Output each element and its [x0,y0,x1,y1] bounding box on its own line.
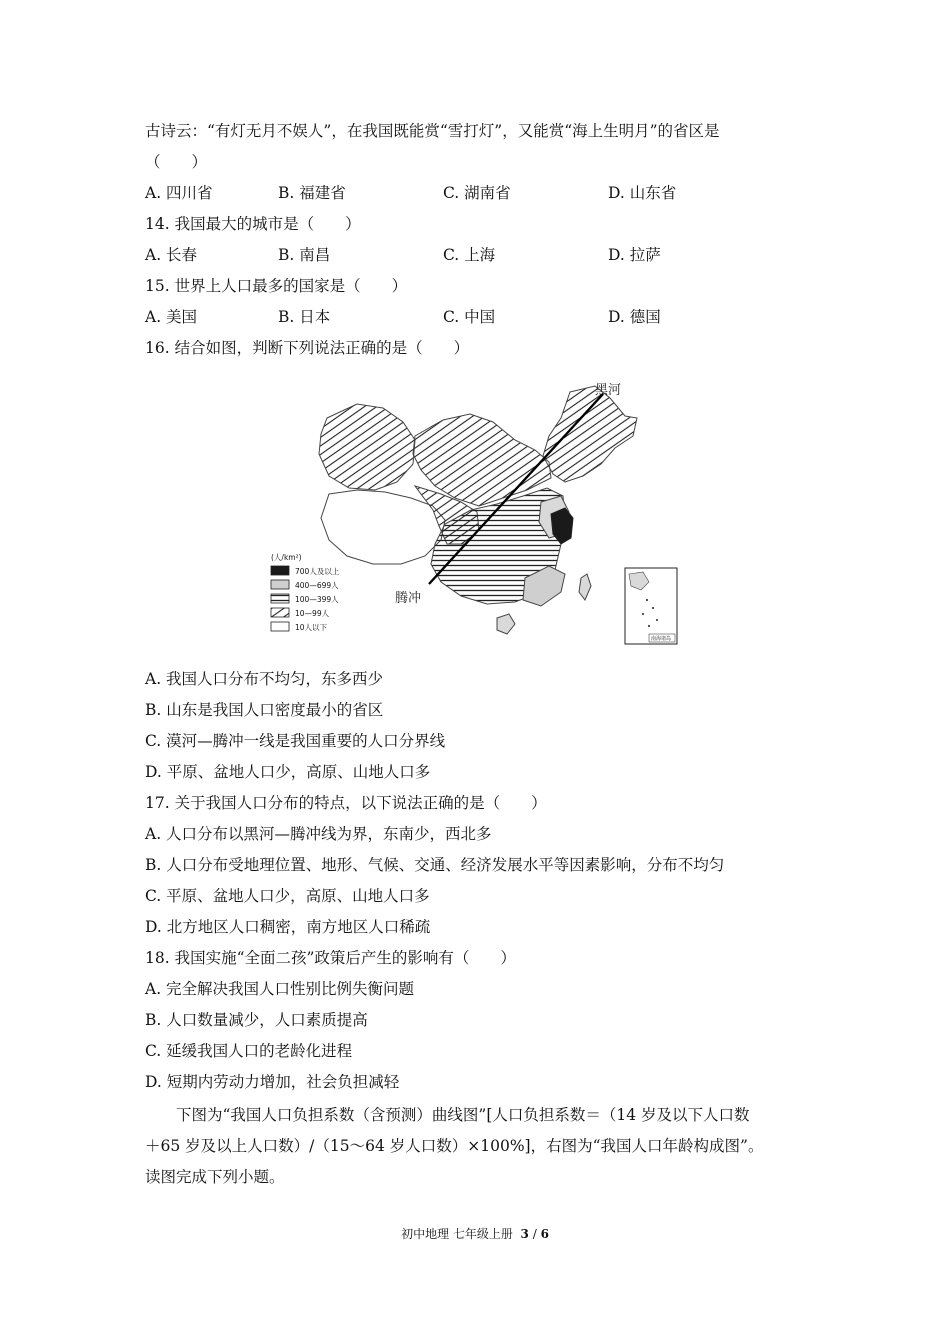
q13-answer-paren: （ ） [145,153,208,171]
q18-option-b: B. 人口数量减少，人口素质提高 [145,1011,368,1029]
page-footer [0,1226,950,1242]
q18-option-c: C. 延缓我国人口的老龄化进程 [145,1042,353,1060]
q13-option-c: C. 湖南省 [443,184,511,202]
q14-stem: 14. 我国最大的城市是（ ） [145,215,361,233]
intro-line-3: 读图完成下列小题。 [145,1168,285,1186]
legend-item-4: 10人以下 [295,623,328,632]
q15-option-b: B. 日本 [278,308,331,326]
q15-option-c: C. 中国 [443,308,496,326]
footer-page: 3 [520,1227,529,1241]
q17-option-c: C. 平原、盆地人口少，高原、山地人口多 [145,887,430,905]
label-heihe: 黑河 [595,383,622,398]
q14-options [145,245,845,265]
q13-options [145,183,845,203]
map-region-northeast [543,386,637,482]
legend-item-0: 700人及以上 [295,567,340,576]
legend-swatch-0 [271,566,289,575]
map-region-xinjiang [319,404,415,490]
q18-option-d: D. 短期内劳动力增加，社会负担减轻 [145,1073,400,1091]
intro-line-1: 下图为“我国人口负担系数（含预测）曲线图”[人口负担系数＝（14 岁及以下人口数 [145,1106,750,1124]
legend-item-1: 400—699人 [295,581,339,590]
legend-swatch-2 [271,594,289,603]
q13-stem: 古诗云：“有灯无月不娱人”，在我国既能赏“雪打灯”，又能赏“海上生明月”的省区是 [145,122,720,140]
q16-option-a: A. 我国人口分布不均匀，东多西少 [145,670,384,688]
legend-swatch-3 [271,608,289,617]
q14-option-d: D. 拉萨 [608,246,661,264]
q17-stem: 17. 关于我国人口分布的特点，以下说法正确的是（ ） [145,794,547,812]
q17-option-a: A. 人口分布以黑河—腾冲线为界，东南少，西北多 [145,825,492,843]
q13-option-b: B. 福建省 [278,184,346,202]
q15-stem: 15. 世界上人口最多的国家是（ ） [145,277,408,295]
q14-option-a: A. 长春 [145,246,198,264]
q17-option-d: D. 北方地区人口稠密，南方地区人口稀疏 [145,918,431,936]
q16-option-b: B. 山东是我国人口密度最小的省区 [145,701,384,719]
footer-course: 初中地理 七年级上册 [401,1227,513,1241]
inset-label: 南海诸岛 [651,636,672,642]
legend-item-3: 10—99人 [295,609,330,618]
q15-option-d: D. 德国 [608,308,661,326]
q14-option-b: B. 南昌 [278,246,331,264]
q18-stem: 18. 我国实施“全面二孩”政策后产生的影响有（ ） [145,949,516,967]
q18-option-a: A. 完全解决我国人口性别比例失衡问题 [145,980,415,998]
legend-swatch-4 [271,622,289,631]
q15-options [145,307,845,327]
q16-stem: 16. 结合如图，判断下列说法正确的是（ ） [145,339,470,357]
legend-unit: (人/km²) [271,553,302,562]
legend-item-2: 100—399人 [295,595,339,604]
q13-option-d: D. 山东省 [608,184,677,202]
q16-option-c: C. 漠河—腾冲一线是我国重要的人口分界线 [145,732,446,750]
map-region-hainan [497,614,515,634]
label-tengchong: 腾冲 [395,591,422,606]
intro-line-2: ＋65 岁及以上人口数）/（15～64 岁人口数）×100%]，右图为“我国人口年龄构成图”。 [145,1137,764,1155]
legend-swatch-1 [271,580,289,589]
map-legend [271,552,340,632]
q17-option-b: B. 人口分布受地理位置、地形、气候、交通、经济发展水平等因素影响，分布不均匀 [145,856,725,874]
footer-separator: / [528,1227,541,1241]
south-china-sea-inset [625,568,677,644]
q16-option-d: D. 平原、盆地人口少，高原、山地人口多 [145,763,431,781]
q14-option-c: C. 上海 [443,246,496,264]
population-density-map [265,378,685,648]
footer-total: 6 [540,1227,549,1241]
q15-option-a: A. 美国 [145,308,198,326]
map-region-taiwan [579,574,591,600]
q13-option-a: A. 四川省 [145,184,213,202]
